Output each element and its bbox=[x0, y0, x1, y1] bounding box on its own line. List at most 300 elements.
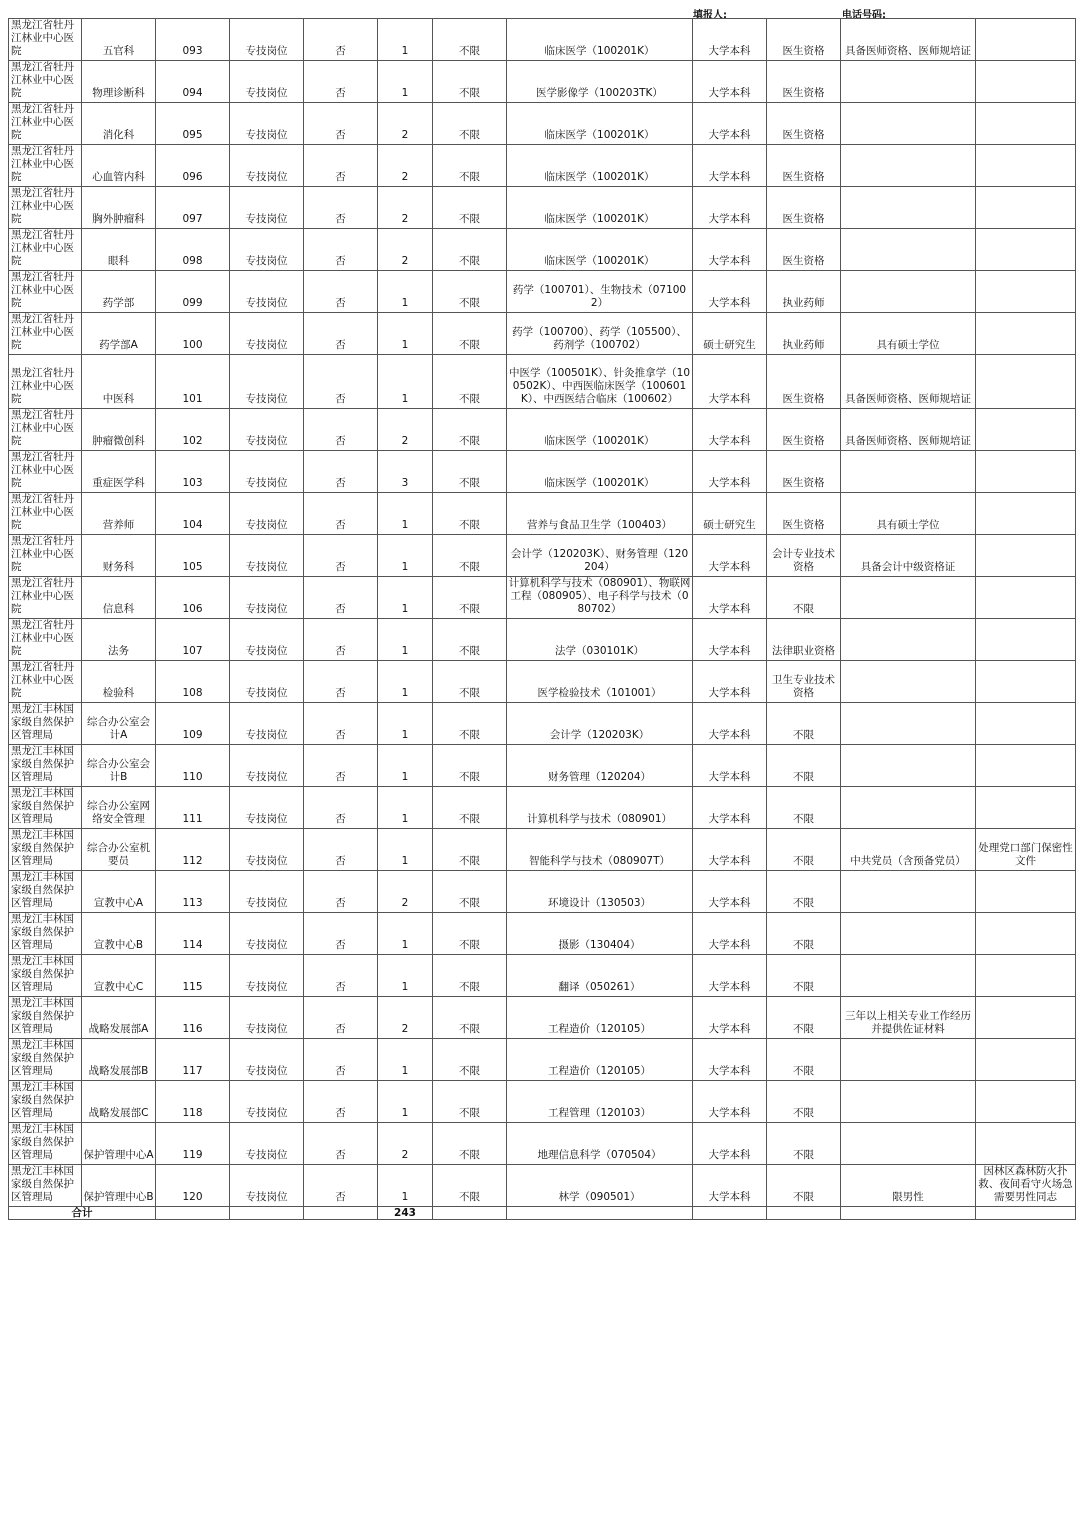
age-cell: 不限 bbox=[433, 493, 507, 535]
flag-cell: 否 bbox=[304, 955, 378, 997]
major-cell: 智能科学与技术（080907T） bbox=[507, 829, 693, 871]
age-cell: 不限 bbox=[433, 577, 507, 619]
age-cell: 不限 bbox=[433, 61, 507, 103]
table-row bbox=[9, 871, 1076, 913]
note-cell bbox=[976, 1081, 1076, 1123]
qualification-cell: 执业药师 bbox=[767, 313, 841, 355]
qualification-cell: 不限 bbox=[767, 787, 841, 829]
requirement-cell bbox=[841, 871, 976, 913]
education-cell: 大学本科 bbox=[693, 955, 767, 997]
type-cell: 专技岗位 bbox=[230, 829, 304, 871]
dept-cell: 检验科 bbox=[82, 661, 156, 703]
type-cell: 专技岗位 bbox=[230, 355, 304, 409]
note-cell bbox=[976, 103, 1076, 145]
count-cell: 1 bbox=[378, 355, 433, 409]
count-cell: 2 bbox=[378, 871, 433, 913]
age-cell: 不限 bbox=[433, 997, 507, 1039]
requirement-cell: 具备医师资格、医师规培证 bbox=[841, 355, 976, 409]
qualification-cell: 不限 bbox=[767, 913, 841, 955]
flag-cell: 否 bbox=[304, 787, 378, 829]
dept-cell: 胸外肿瘤科 bbox=[82, 187, 156, 229]
note-cell bbox=[976, 493, 1076, 535]
unit-cell: 黑龙江丰林国家级自然保护区管理局 bbox=[9, 829, 82, 871]
requirement-cell bbox=[841, 451, 976, 493]
unit-cell: 黑龙江省牡丹江林业中心医院 bbox=[9, 145, 82, 187]
reporter-label: 填报人: bbox=[693, 10, 727, 21]
education-cell: 大学本科 bbox=[693, 451, 767, 493]
flag-cell: 否 bbox=[304, 1081, 378, 1123]
qualification-cell: 医生资格 bbox=[767, 493, 841, 535]
education-cell: 大学本科 bbox=[693, 103, 767, 145]
table-row bbox=[9, 1039, 1076, 1081]
total-blank-cell bbox=[767, 1207, 841, 1220]
code-cell: 112 bbox=[156, 829, 230, 871]
flag-cell: 否 bbox=[304, 619, 378, 661]
qualification-cell: 法律职业资格 bbox=[767, 619, 841, 661]
code-cell: 099 bbox=[156, 271, 230, 313]
count-cell: 1 bbox=[378, 577, 433, 619]
table-row bbox=[9, 661, 1076, 703]
requirement-cell bbox=[841, 787, 976, 829]
requirement-cell: 限男性 bbox=[841, 1165, 976, 1207]
total-row bbox=[9, 1207, 1076, 1220]
major-cell: 临床医学（100201K） bbox=[507, 451, 693, 493]
flag-cell: 否 bbox=[304, 913, 378, 955]
requirement-cell bbox=[841, 145, 976, 187]
table-row bbox=[9, 229, 1076, 271]
qualification-cell: 不限 bbox=[767, 955, 841, 997]
code-cell: 106 bbox=[156, 577, 230, 619]
type-cell: 专技岗位 bbox=[230, 1081, 304, 1123]
requirement-cell bbox=[841, 187, 976, 229]
major-cell: 会计学（120203K） bbox=[507, 703, 693, 745]
flag-cell: 否 bbox=[304, 103, 378, 145]
table-row bbox=[9, 535, 1076, 577]
requirement-cell bbox=[841, 703, 976, 745]
unit-cell: 黑龙江省牡丹江林业中心医院 bbox=[9, 577, 82, 619]
table-row bbox=[9, 145, 1076, 187]
flag-cell: 否 bbox=[304, 145, 378, 187]
count-cell: 1 bbox=[378, 829, 433, 871]
type-cell: 专技岗位 bbox=[230, 493, 304, 535]
note-cell bbox=[976, 703, 1076, 745]
flag-cell: 否 bbox=[304, 187, 378, 229]
major-cell: 工程造价（120105） bbox=[507, 997, 693, 1039]
flag-cell: 否 bbox=[304, 451, 378, 493]
note-cell bbox=[976, 187, 1076, 229]
major-cell: 计算机科学与技术（080901） bbox=[507, 787, 693, 829]
count-cell: 1 bbox=[378, 955, 433, 997]
major-cell: 林学（090501） bbox=[507, 1165, 693, 1207]
code-cell: 113 bbox=[156, 871, 230, 913]
qualification-cell: 医生资格 bbox=[767, 103, 841, 145]
flag-cell: 否 bbox=[304, 661, 378, 703]
flag-cell: 否 bbox=[304, 409, 378, 451]
requirement-cell: 具备会计中级资格证 bbox=[841, 535, 976, 577]
table-row bbox=[9, 997, 1076, 1039]
note-cell bbox=[976, 997, 1076, 1039]
count-cell: 2 bbox=[378, 103, 433, 145]
type-cell: 专技岗位 bbox=[230, 619, 304, 661]
flag-cell: 否 bbox=[304, 745, 378, 787]
qualification-cell: 不限 bbox=[767, 829, 841, 871]
note-cell bbox=[976, 577, 1076, 619]
major-cell: 药学（100700）、药学（105500）、药剂学（100702） bbox=[507, 313, 693, 355]
qualification-cell: 不限 bbox=[767, 745, 841, 787]
type-cell: 专技岗位 bbox=[230, 19, 304, 61]
code-cell: 098 bbox=[156, 229, 230, 271]
requirement-cell bbox=[841, 619, 976, 661]
unit-cell: 黑龙江省牡丹江林业中心医院 bbox=[9, 535, 82, 577]
note-cell bbox=[976, 661, 1076, 703]
qualification-cell: 卫生专业技术资格 bbox=[767, 661, 841, 703]
dept-cell: 综合办公室会计A bbox=[82, 703, 156, 745]
major-cell: 财务管理（120204） bbox=[507, 745, 693, 787]
qualification-cell: 医生资格 bbox=[767, 61, 841, 103]
age-cell: 不限 bbox=[433, 661, 507, 703]
code-cell: 101 bbox=[156, 355, 230, 409]
dept-cell: 战略发展部A bbox=[82, 997, 156, 1039]
table-row bbox=[9, 451, 1076, 493]
total-value: 243 bbox=[378, 1207, 433, 1220]
education-cell: 大学本科 bbox=[693, 271, 767, 313]
total-blank-cell bbox=[841, 1207, 976, 1220]
note-cell bbox=[976, 271, 1076, 313]
qualification-cell: 会计专业技术资格 bbox=[767, 535, 841, 577]
flag-cell: 否 bbox=[304, 493, 378, 535]
count-cell: 2 bbox=[378, 997, 433, 1039]
code-cell: 097 bbox=[156, 187, 230, 229]
qualification-cell: 不限 bbox=[767, 1081, 841, 1123]
major-cell: 中医学（100501K）、针灸推拿学（100502K）、中西医临床医学（100601K）、中西医结合临床（100602） bbox=[507, 355, 693, 409]
code-cell: 094 bbox=[156, 61, 230, 103]
type-cell: 专技岗位 bbox=[230, 787, 304, 829]
major-cell: 翻译（050261） bbox=[507, 955, 693, 997]
qualification-cell: 不限 bbox=[767, 871, 841, 913]
qualification-cell: 医生资格 bbox=[767, 187, 841, 229]
table-row bbox=[9, 409, 1076, 451]
type-cell: 专技岗位 bbox=[230, 871, 304, 913]
table-row bbox=[9, 745, 1076, 787]
type-cell: 专技岗位 bbox=[230, 271, 304, 313]
major-cell: 工程造价（120105） bbox=[507, 1039, 693, 1081]
code-cell: 100 bbox=[156, 313, 230, 355]
table-row bbox=[9, 577, 1076, 619]
education-cell: 大学本科 bbox=[693, 1039, 767, 1081]
dept-cell: 信息科 bbox=[82, 577, 156, 619]
unit-cell: 黑龙江丰林国家级自然保护区管理局 bbox=[9, 1165, 82, 1207]
type-cell: 专技岗位 bbox=[230, 745, 304, 787]
education-cell: 大学本科 bbox=[693, 871, 767, 913]
type-cell: 专技岗位 bbox=[230, 997, 304, 1039]
age-cell: 不限 bbox=[433, 955, 507, 997]
age-cell: 不限 bbox=[433, 451, 507, 493]
age-cell: 不限 bbox=[433, 619, 507, 661]
age-cell: 不限 bbox=[433, 535, 507, 577]
table-row bbox=[9, 313, 1076, 355]
note-cell bbox=[976, 1123, 1076, 1165]
unit-cell: 黑龙江丰林国家级自然保护区管理局 bbox=[9, 703, 82, 745]
unit-cell: 黑龙江丰林国家级自然保护区管理局 bbox=[9, 997, 82, 1039]
dept-cell: 中医科 bbox=[82, 355, 156, 409]
requirement-cell: 具有硕士学位 bbox=[841, 493, 976, 535]
dept-cell: 营养师 bbox=[82, 493, 156, 535]
dept-cell: 财务科 bbox=[82, 535, 156, 577]
requirement-cell bbox=[841, 1039, 976, 1081]
type-cell: 专技岗位 bbox=[230, 229, 304, 271]
unit-cell: 黑龙江省牡丹江林业中心医院 bbox=[9, 271, 82, 313]
education-cell: 大学本科 bbox=[693, 745, 767, 787]
requirement-cell bbox=[841, 61, 976, 103]
age-cell: 不限 bbox=[433, 745, 507, 787]
major-cell: 摄影（130404） bbox=[507, 913, 693, 955]
unit-cell: 黑龙江省牡丹江林业中心医院 bbox=[9, 229, 82, 271]
table-row bbox=[9, 1165, 1076, 1207]
unit-cell: 黑龙江丰林国家级自然保护区管理局 bbox=[9, 1081, 82, 1123]
unit-cell: 黑龙江省牡丹江林业中心医院 bbox=[9, 493, 82, 535]
major-cell: 临床医学（100201K） bbox=[507, 19, 693, 61]
age-cell: 不限 bbox=[433, 703, 507, 745]
total-blank-cell bbox=[693, 1207, 767, 1220]
dept-cell: 保护管理中心B bbox=[82, 1165, 156, 1207]
requirement-cell bbox=[841, 229, 976, 271]
unit-cell: 黑龙江丰林国家级自然保护区管理局 bbox=[9, 955, 82, 997]
education-cell: 大学本科 bbox=[693, 409, 767, 451]
type-cell: 专技岗位 bbox=[230, 61, 304, 103]
count-cell: 1 bbox=[378, 661, 433, 703]
note-cell bbox=[976, 355, 1076, 409]
note-cell: 处理党口部门保密性文件 bbox=[976, 829, 1076, 871]
count-cell: 1 bbox=[378, 493, 433, 535]
requirement-cell bbox=[841, 745, 976, 787]
flag-cell: 否 bbox=[304, 313, 378, 355]
major-cell: 临床医学（100201K） bbox=[507, 145, 693, 187]
education-cell: 大学本科 bbox=[693, 1165, 767, 1207]
code-cell: 107 bbox=[156, 619, 230, 661]
type-cell: 专技岗位 bbox=[230, 955, 304, 997]
flag-cell: 否 bbox=[304, 1039, 378, 1081]
count-cell: 1 bbox=[378, 313, 433, 355]
education-cell: 大学本科 bbox=[693, 355, 767, 409]
age-cell: 不限 bbox=[433, 19, 507, 61]
table-row bbox=[9, 619, 1076, 661]
age-cell: 不限 bbox=[433, 409, 507, 451]
note-cell bbox=[976, 145, 1076, 187]
note-cell bbox=[976, 955, 1076, 997]
note-cell bbox=[976, 871, 1076, 913]
count-cell: 2 bbox=[378, 409, 433, 451]
note-cell bbox=[976, 19, 1076, 61]
education-cell: 大学本科 bbox=[693, 187, 767, 229]
table-row bbox=[9, 787, 1076, 829]
note-cell bbox=[976, 619, 1076, 661]
flag-cell: 否 bbox=[304, 829, 378, 871]
unit-cell: 黑龙江丰林国家级自然保护区管理局 bbox=[9, 1123, 82, 1165]
table-row bbox=[9, 829, 1076, 871]
requirement-cell: 具备医师资格、医师规培证 bbox=[841, 409, 976, 451]
major-cell: 医学影像学（100203TK） bbox=[507, 61, 693, 103]
qualification-cell: 不限 bbox=[767, 577, 841, 619]
code-cell: 103 bbox=[156, 451, 230, 493]
requirement-cell bbox=[841, 1081, 976, 1123]
dept-cell: 综合办公室会计B bbox=[82, 745, 156, 787]
age-cell: 不限 bbox=[433, 145, 507, 187]
unit-cell: 黑龙江丰林国家级自然保护区管理局 bbox=[9, 1039, 82, 1081]
qualification-cell: 医生资格 bbox=[767, 355, 841, 409]
education-cell: 大学本科 bbox=[693, 619, 767, 661]
flag-cell: 否 bbox=[304, 1165, 378, 1207]
flag-cell: 否 bbox=[304, 871, 378, 913]
count-cell: 1 bbox=[378, 19, 433, 61]
count-cell: 2 bbox=[378, 187, 433, 229]
age-cell: 不限 bbox=[433, 1123, 507, 1165]
count-cell: 1 bbox=[378, 535, 433, 577]
table-row bbox=[9, 955, 1076, 997]
note-cell bbox=[976, 913, 1076, 955]
code-cell: 117 bbox=[156, 1039, 230, 1081]
dept-cell: 综合办公室机要员 bbox=[82, 829, 156, 871]
total-label: 合计 bbox=[9, 1207, 156, 1220]
major-cell: 工程管理（120103） bbox=[507, 1081, 693, 1123]
education-cell: 大学本科 bbox=[693, 829, 767, 871]
dept-cell: 重症医学科 bbox=[82, 451, 156, 493]
total-blank-cell bbox=[507, 1207, 693, 1220]
major-cell: 临床医学（100201K） bbox=[507, 409, 693, 451]
code-cell: 108 bbox=[156, 661, 230, 703]
total-blank-cell bbox=[976, 1207, 1076, 1220]
education-cell: 大学本科 bbox=[693, 61, 767, 103]
age-cell: 不限 bbox=[433, 355, 507, 409]
flag-cell: 否 bbox=[304, 271, 378, 313]
age-cell: 不限 bbox=[433, 829, 507, 871]
qualification-cell: 医生资格 bbox=[767, 409, 841, 451]
unit-cell: 黑龙江省牡丹江林业中心医院 bbox=[9, 619, 82, 661]
table-row bbox=[9, 61, 1076, 103]
type-cell: 专技岗位 bbox=[230, 703, 304, 745]
dept-cell: 宣教中心C bbox=[82, 955, 156, 997]
dept-cell: 五官科 bbox=[82, 19, 156, 61]
major-cell: 医学检验技术（101001） bbox=[507, 661, 693, 703]
code-cell: 116 bbox=[156, 997, 230, 1039]
qualification-cell: 医生资格 bbox=[767, 451, 841, 493]
flag-cell: 否 bbox=[304, 535, 378, 577]
note-cell bbox=[976, 313, 1076, 355]
table-row bbox=[9, 187, 1076, 229]
type-cell: 专技岗位 bbox=[230, 661, 304, 703]
note-cell bbox=[976, 229, 1076, 271]
education-cell: 大学本科 bbox=[693, 229, 767, 271]
education-cell: 大学本科 bbox=[693, 577, 767, 619]
count-cell: 1 bbox=[378, 1081, 433, 1123]
table-row bbox=[9, 493, 1076, 535]
count-cell: 3 bbox=[378, 451, 433, 493]
code-cell: 111 bbox=[156, 787, 230, 829]
type-cell: 专技岗位 bbox=[230, 103, 304, 145]
unit-cell: 黑龙江省牡丹江林业中心医院 bbox=[9, 103, 82, 145]
unit-cell: 黑龙江省牡丹江林业中心医院 bbox=[9, 409, 82, 451]
unit-cell: 黑龙江省牡丹江林业中心医院 bbox=[9, 19, 82, 61]
table-row bbox=[9, 1081, 1076, 1123]
table-row bbox=[9, 271, 1076, 313]
requirement-cell: 具备医师资格、医师规培证 bbox=[841, 19, 976, 61]
code-cell: 120 bbox=[156, 1165, 230, 1207]
major-cell: 环境设计（130503） bbox=[507, 871, 693, 913]
education-cell: 硕士研究生 bbox=[693, 313, 767, 355]
flag-cell: 否 bbox=[304, 703, 378, 745]
education-cell: 大学本科 bbox=[693, 535, 767, 577]
qualification-cell: 执业药师 bbox=[767, 271, 841, 313]
requirement-cell bbox=[841, 577, 976, 619]
major-cell: 地理信息科学（070504） bbox=[507, 1123, 693, 1165]
count-cell: 1 bbox=[378, 787, 433, 829]
major-cell: 营养与食品卫生学（100403） bbox=[507, 493, 693, 535]
unit-cell: 黑龙江丰林国家级自然保护区管理局 bbox=[9, 745, 82, 787]
requirement-cell: 具有硕士学位 bbox=[841, 313, 976, 355]
dept-cell: 物理诊断科 bbox=[82, 61, 156, 103]
code-cell: 115 bbox=[156, 955, 230, 997]
unit-cell: 黑龙江丰林国家级自然保护区管理局 bbox=[9, 913, 82, 955]
age-cell: 不限 bbox=[433, 271, 507, 313]
code-cell: 095 bbox=[156, 103, 230, 145]
dept-cell: 战略发展部C bbox=[82, 1081, 156, 1123]
total-blank-cell bbox=[156, 1207, 230, 1220]
type-cell: 专技岗位 bbox=[230, 913, 304, 955]
requirement-cell bbox=[841, 661, 976, 703]
education-cell: 大学本科 bbox=[693, 1081, 767, 1123]
phone-label: 电话号码: bbox=[842, 10, 886, 21]
type-cell: 专技岗位 bbox=[230, 1165, 304, 1207]
unit-cell: 黑龙江省牡丹江林业中心医院 bbox=[9, 187, 82, 229]
table-row bbox=[9, 19, 1076, 61]
count-cell: 2 bbox=[378, 1123, 433, 1165]
unit-cell: 黑龙江丰林国家级自然保护区管理局 bbox=[9, 787, 82, 829]
note-cell: 因林区森林防火扑救、夜间看守火场急需要男性同志 bbox=[976, 1165, 1076, 1207]
education-cell: 大学本科 bbox=[693, 19, 767, 61]
count-cell: 1 bbox=[378, 1039, 433, 1081]
recruitment-table bbox=[8, 18, 1076, 1220]
education-cell: 大学本科 bbox=[693, 1123, 767, 1165]
code-cell: 093 bbox=[156, 19, 230, 61]
major-cell: 临床医学（100201K） bbox=[507, 103, 693, 145]
education-cell: 大学本科 bbox=[693, 661, 767, 703]
dept-cell: 消化科 bbox=[82, 103, 156, 145]
code-cell: 110 bbox=[156, 745, 230, 787]
age-cell: 不限 bbox=[433, 871, 507, 913]
education-cell: 大学本科 bbox=[693, 703, 767, 745]
age-cell: 不限 bbox=[433, 229, 507, 271]
requirement-cell bbox=[841, 103, 976, 145]
type-cell: 专技岗位 bbox=[230, 535, 304, 577]
note-cell bbox=[976, 409, 1076, 451]
dept-cell: 药学部A bbox=[82, 313, 156, 355]
flag-cell: 否 bbox=[304, 355, 378, 409]
qualification-cell: 医生资格 bbox=[767, 19, 841, 61]
note-cell bbox=[976, 451, 1076, 493]
code-cell: 114 bbox=[156, 913, 230, 955]
qualification-cell: 不限 bbox=[767, 997, 841, 1039]
dept-cell: 战略发展部B bbox=[82, 1039, 156, 1081]
dept-cell: 保护管理中心A bbox=[82, 1123, 156, 1165]
major-cell: 临床医学（100201K） bbox=[507, 187, 693, 229]
major-cell: 会计学（120203K）、财务管理（120204） bbox=[507, 535, 693, 577]
age-cell: 不限 bbox=[433, 913, 507, 955]
flag-cell: 否 bbox=[304, 61, 378, 103]
unit-cell: 黑龙江省牡丹江林业中心医院 bbox=[9, 313, 82, 355]
age-cell: 不限 bbox=[433, 103, 507, 145]
type-cell: 专技岗位 bbox=[230, 409, 304, 451]
type-cell: 专技岗位 bbox=[230, 187, 304, 229]
code-cell: 096 bbox=[156, 145, 230, 187]
